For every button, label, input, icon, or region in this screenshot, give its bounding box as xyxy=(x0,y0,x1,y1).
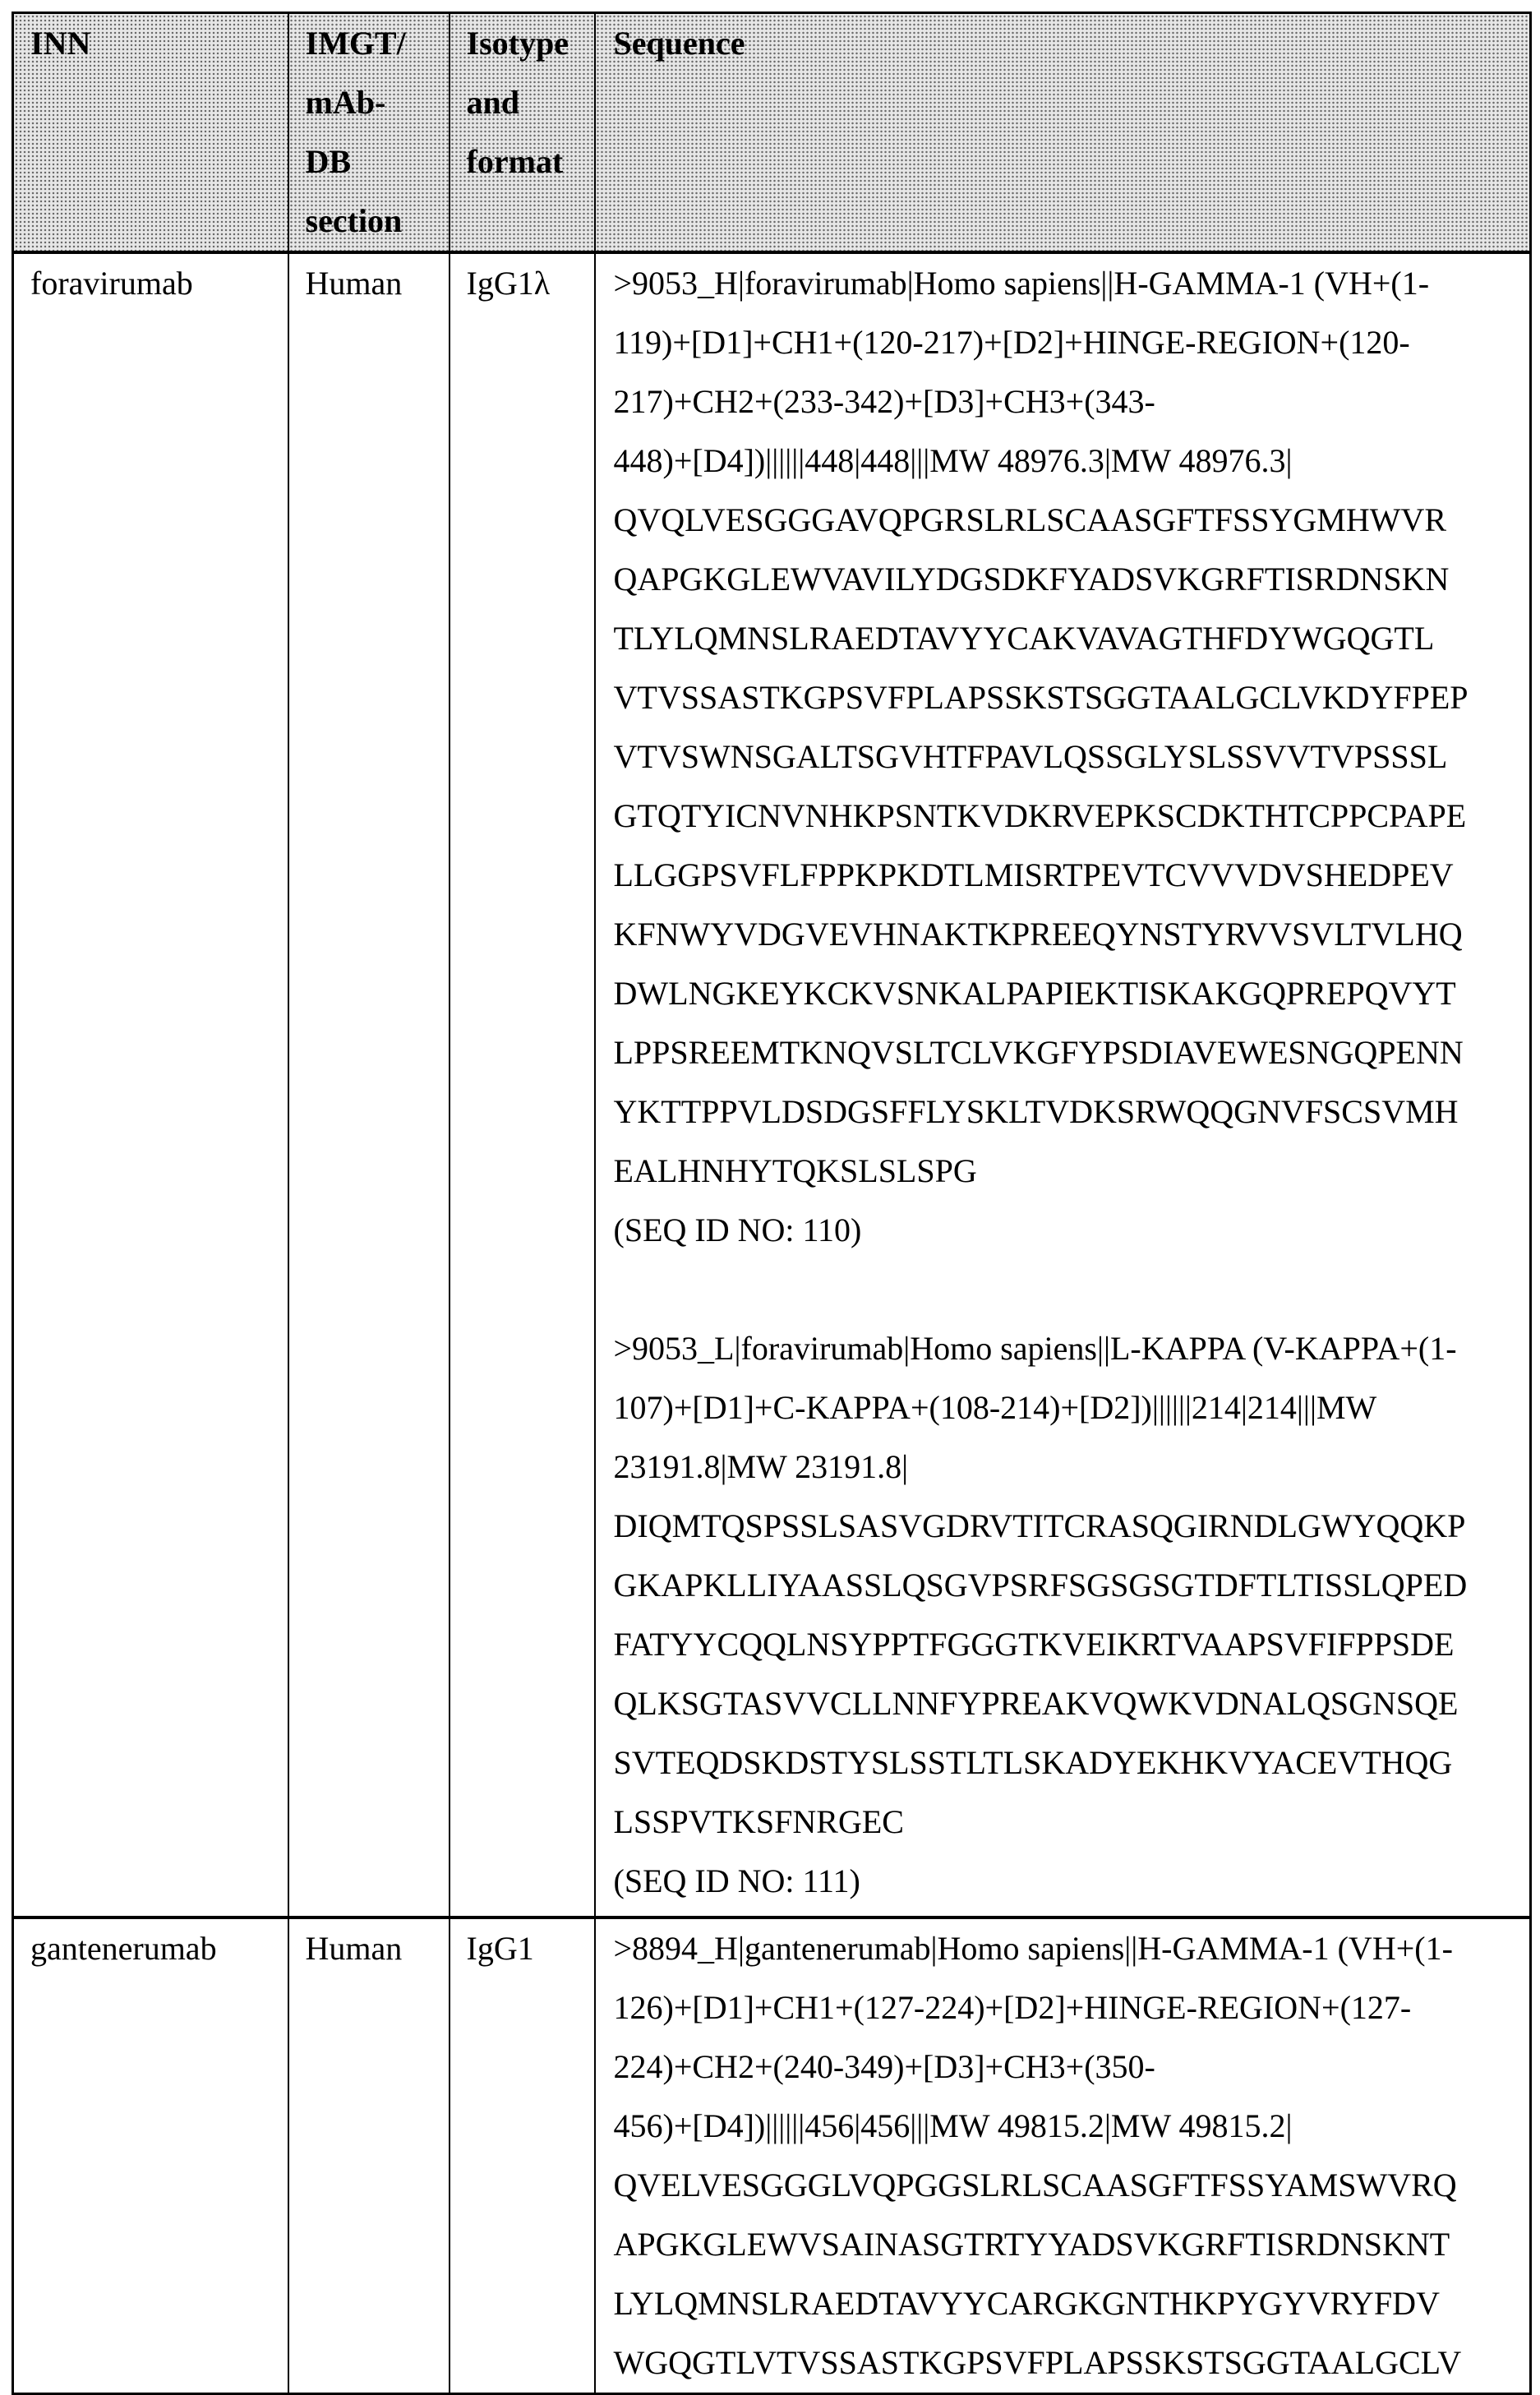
text-line: APGKGLEWVSAINASGTRTYYADSVKGRFTISRDNSKNT xyxy=(614,2215,1530,2274)
text-line: VTVSWNSGALTSGVHTFPAVLQSSGLYSLSSVVTVPSSSL xyxy=(614,727,1530,787)
text-line: 217)+CH2+(233-342)+[D3]+CH3+(343- xyxy=(614,372,1530,431)
inn-text: gantenerumab xyxy=(30,1919,288,1978)
text-line: 126)+[D1]+CH1+(127-224)+[D2]+HINGE-REGION+(127- xyxy=(614,1978,1530,2037)
cell-inn xyxy=(13,252,288,1917)
text-line: (SEQ ID NO: 111) xyxy=(614,1852,1530,1911)
text-line: Isotype xyxy=(467,14,594,73)
text-line: (SEQ ID NO: 110) xyxy=(614,1201,1530,1260)
cell-sequence xyxy=(595,252,1531,1917)
text-line: >9053_H|foravirumab|Homo sapiens||H-GAMMA-1 (VH+(1- xyxy=(614,254,1530,313)
text-line: section xyxy=(306,192,449,251)
cell-inn xyxy=(13,1917,288,2394)
cell-section xyxy=(288,1917,450,2394)
text-line: WGQGTLVTVSSASTKGPSVFPLAPSSKSTSGGTAALGCLV xyxy=(614,2333,1530,2393)
text-line: GTQTYICNVNHKPSNTKVDKRVEPKSCDKTHTCPPCPAPE xyxy=(614,787,1530,846)
text-line: and xyxy=(467,73,594,132)
text-line xyxy=(614,1260,1530,1319)
text-line: EALHNHYTQKSLSLSPG xyxy=(614,1142,1530,1201)
text-line: mAb- xyxy=(306,73,449,132)
table-row xyxy=(13,1917,1531,2394)
text-line: QAPGKGLEWVAVILYDGSDKFYADSVKGRFTISRDNSKN xyxy=(614,550,1530,609)
header-sequence xyxy=(595,13,1531,253)
isotype-text: IgG1λ xyxy=(467,254,594,313)
cell-sequence xyxy=(595,1917,1531,2394)
text-line: QVELVESGGGLVQPGGSLRLSCAASGFTFSSYAMSWVRQ xyxy=(614,2156,1530,2215)
inn-text: foravirumab xyxy=(30,254,288,313)
table-row xyxy=(13,252,1531,1917)
section-text: Human xyxy=(306,254,449,313)
text-line: format xyxy=(467,132,594,192)
text-line: 224)+CH2+(240-349)+[D3]+CH3+(350- xyxy=(614,2037,1530,2097)
text-line: DWLNGKEYKCKVSNKALPAPIEKTISKAKGQPREPQVYT xyxy=(614,964,1530,1023)
text-line: GKAPKLLIYAASSLQSGVPSRFSGSGSGTDFTLTISSLQPED xyxy=(614,1556,1530,1615)
section-text: Human xyxy=(306,1919,449,1978)
text-line: >9053_L|foravirumab|Homo sapiens||L-KAPPA (V-KAPPA+(1- xyxy=(614,1319,1530,1378)
header-isotype-format xyxy=(450,13,595,253)
text-line: 456)+[D4])||||||456|456|||MW 49815.2|MW 49815.2| xyxy=(614,2097,1530,2156)
text-line: LLGGPSVFLFPPKPKDTLMISRTPEVTCVVVDVSHEDPEV xyxy=(614,846,1530,905)
text-line: VTVSSASTKGPSVFPLAPSSKSTSGGTAALGCLVKDYFPEP xyxy=(614,668,1530,727)
text-line: DB xyxy=(306,132,449,192)
cell-section xyxy=(288,252,450,1917)
text-line: KFNWYVDGVEVHNAKTKPREEQYNSTYRVVSVLTVLHQ xyxy=(614,905,1530,964)
text-line: YKTTPPVLDSDGSFFLYSKLTVDKSRWQQGNVFSCSVMH xyxy=(614,1082,1530,1142)
text-line: >8894_H|gantenerumab|Homo sapiens||H-GAMMA-1 (VH+(1- xyxy=(614,1919,1530,1978)
cell-isotype xyxy=(450,1917,595,2394)
text-line: FATYYCQQLNSYPPTFGGGTKVEIKRTVAAPSVFIFPPSDE xyxy=(614,1615,1530,1674)
header-inn xyxy=(13,13,288,253)
text-line: TLYLQMNSLRAEDTAVYYCAKVAVAGTHFDYWGQGTL xyxy=(614,609,1530,668)
text-line: DIQMTQSPSSLSASVGDRVTITCRASQGIRNDLGWYQQKP xyxy=(614,1497,1530,1556)
text-line: INN xyxy=(30,14,288,73)
text-line: LYLQMNSLRAEDTAVYYCARGKGNTHKPYGYVRYFDV xyxy=(614,2274,1530,2333)
cell-isotype xyxy=(450,252,595,1917)
text-line: Sequence xyxy=(614,14,1530,73)
text-line: 23191.8|MW 23191.8| xyxy=(614,1437,1530,1497)
text-line: 119)+[D1]+CH1+(120-217)+[D2]+HINGE-REGION+(120- xyxy=(614,313,1530,372)
header-imgt-section xyxy=(288,13,450,253)
text-line: 107)+[D1]+C-KAPPA+(108-214)+[D2])||||||214|214|||MW xyxy=(614,1378,1530,1437)
isotype-text: IgG1 xyxy=(467,1919,594,1978)
table-header xyxy=(13,13,1531,253)
text-line: LSSPVTKSFNRGEC xyxy=(614,1793,1530,1852)
text-line: LPPSREEMTKNQVSLTCLVKGFYPSDIAVEWESNGQPENN xyxy=(614,1023,1530,1082)
text-line: 448)+[D4])||||||448|448|||MW 48976.3|MW 48976.3| xyxy=(614,431,1530,491)
text-line: SVTEQDSKDSTYSLSSTLTLSKADYEKHKVYACEVTHQG xyxy=(614,1733,1530,1793)
text-line: QLKSGTASVVCLLNNFYPREAKVQWKVDNALQSGNSQE xyxy=(614,1674,1530,1733)
text-line: QVQLVESGGGAVQPGRSLRLSCAASGFTFSSYGMHWVR xyxy=(614,491,1530,550)
antibody-sequence-table xyxy=(12,12,1532,2395)
text-line: IMGT/ xyxy=(306,14,449,73)
